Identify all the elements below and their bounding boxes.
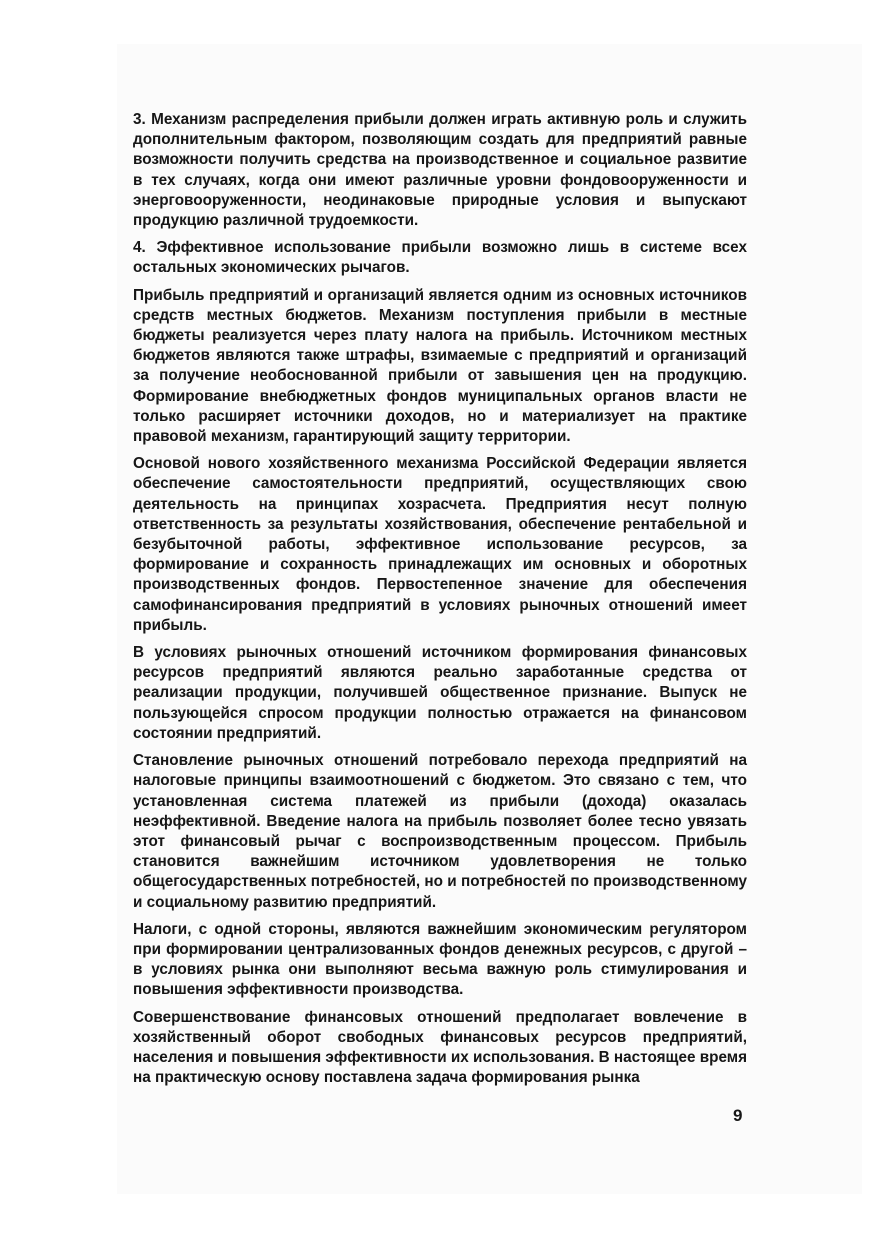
paragraph-5: В условиях рыночных отношений источником формирования финансовых ресурсов предприятий являются реально заработанные средства от реализации продукции, получившей общественное признание. Выпуск не пользующейся спросом продукции полностью отражается на финансовом состоянии предприятий. — [133, 644, 747, 742]
paragraph-2: 4. Эффективное использование прибыли возможно лишь в системе всех остальных экономических рычагов. — [133, 239, 747, 277]
paragraph-4: Основой нового хозяйственного механизма Российской Федерации является обеспечение самостоятельности предприятий, осуществляющих свою деятельность на принципах хозрасчета. Предприятия несут полную ответственность за результаты хозяйствования, обеспечение рентабельной и безубыточной работы, эффективное использование ресурсов, за формирование и сохранность принадлежащих им основных и оборотных производственных фондов. Первостепенное значение для обеспечения самофинансирования предприятий в условиях рыночных отношений имеет прибыль. — [133, 455, 747, 634]
paragraph-7: Налоги, с одной стороны, являются важнейшим экономическим регулятором при формировании централизованных фондов денежных ресурсов, с другой – в условиях рынка они выполняют весьма важную роль стимулирования и повышения эффективности производства. — [133, 920, 747, 999]
paragraph-6: Становление рыночных отношений потребовало перехода предприятий на налоговые принципы взаимоотношений с бюджетом. Это связано с тем, что установленная система платежей из прибыли (дохода) оказалась неэффективной. Введение налога на прибыль позволяет более тесно увязать этот финансовый рычаг с воспроизводственным процессом. Прибыль становится важнейшим источником удовлетворения не только общегосударственных потребностей, но и потребностей по производственному и социальному развитию предприятий. — [133, 752, 747, 911]
paragraph-1: 3. Механизм распределения прибыли должен играть активную роль и служить дополнительным фактором, позволяющим создать для предприятий равные возможности получить средства на производственное и социальное развитие в тех случаях, когда они имеют различные уровни фондовооруженности и энерговооруженности, неодинаковые природные условия и выпускают продукцию различной трудоемкости. — [133, 111, 747, 230]
paragraph-3: Прибыль предприятий и организаций является одним из основных источников средств местных бюджетов. Механизм поступления прибыли в местные бюджеты реализуется через плату налога на прибыль. Источником местных бюджетов являются также штрафы, взимаемые с предприятий и организаций за получение необоснованной прибыли от завышения цен на продукцию. Формирование внебюджетных фондов муниципальных органов власти не только расширяет источники доходов, но и материализует на практике правовой механизм, гарантирующий защиту территории. — [133, 286, 747, 446]
paragraph-8: Совершенствование финансовых отношений предполагает вовлечение в хозяйственный оборот свободных финансовых ресурсов предприятий, населения и повышения эффективности их использования. В настоящее время на практическую основу поставлена задача формирования рынка — [133, 1008, 748, 1087]
page-body — [133, 110, 747, 1095]
page-number: 9 — [733, 1106, 743, 1125]
